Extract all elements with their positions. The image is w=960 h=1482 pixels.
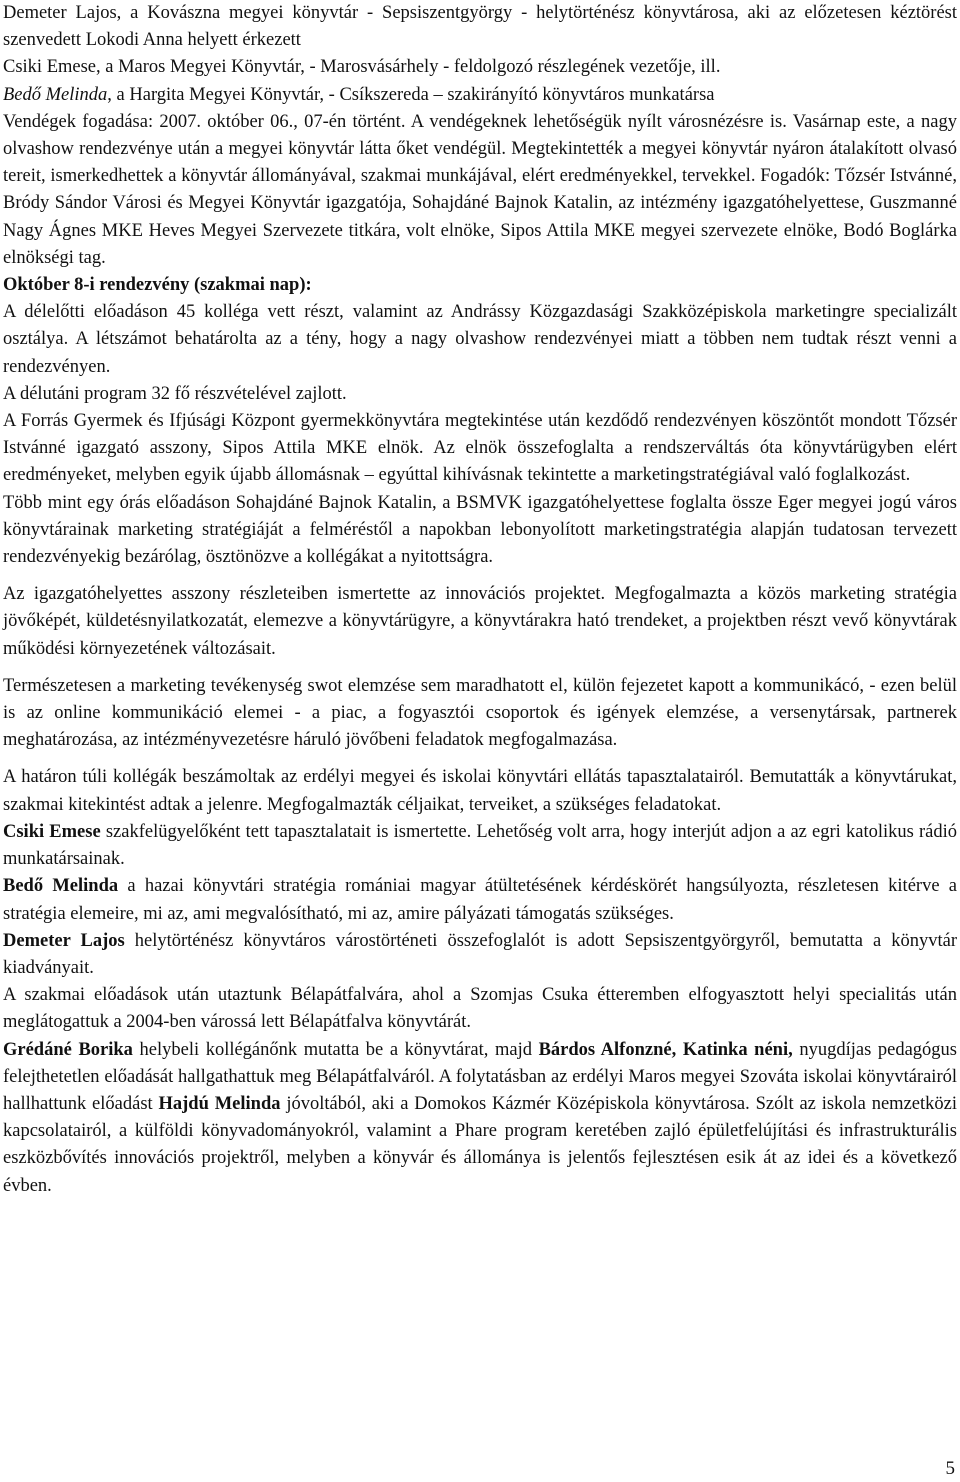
document-page bbox=[3, 0, 957, 1200]
page-number: 5 bbox=[945, 1458, 955, 1479]
paragraph-demeter-lajos bbox=[3, 928, 957, 982]
paragraph-library-visit bbox=[3, 1037, 957, 1200]
person-name: Demeter Lajos bbox=[3, 930, 125, 951]
paragraph-guest-reception: Vendégek fogadása: 2007. október 06., 07-én történt. A vendégeknek lehetőségük nyílt városnézésre is. Vasárnap este, a nagy olvashow rendezvénye után a megyei könyvtár látta őket vendégül. Megtekintették a megyei könyvtár nyáron átalakított olvasó tereit, ismerkedhettek a könyvtár állományával, szakmai munkájával, elért eredményekkel, tervekkel. Fogadók: Tőzsér Istvánné, Bródy Sándor Városi és Megyei Könyvtár igazgatója, Sohajdáné Bajnok Katalin, az intézmény igazgatóhelyettese, Guszmanné Nagy Ágnes MKE Heves Megyei Szervezete titkára, volt elnöke, Sipos Attila MKE megyei szervezete elnöke, Bodó Boglárka elnökségi tag. bbox=[3, 111, 957, 268]
person-name: Csiki Emese bbox=[3, 821, 101, 842]
paragraph-marketing-lecture: Több mint egy órás előadáson Sohajdáné Bajnok Katalin, a BSMVK igazgatóhelyettese foglalta össze Eger megyei jogú város könyvtárainak marketing stratégiáját a felméréstől a napokban lebonyolított marketingstratégia alapján tudatosan tervezett rendezvényekig bezárólag, ösztönözve a kollégákat a nyitottságra. bbox=[3, 492, 957, 568]
intro-line-bedo bbox=[3, 82, 957, 109]
person-name: Bedő Melinda bbox=[3, 84, 108, 105]
person-name: Grédáné Borika bbox=[3, 1039, 133, 1060]
paragraph-text: helytörténész könyvtáros várostörténeti összefoglalót is adott Sepsiszentgyörgyről, bemutatta a könyvtár kiadványait. bbox=[3, 930, 957, 978]
paragraph-innovation-project: Az igazgatóhelyettes asszony részleteiben ismertette az innovációs projektet. Megfogalmazta a közös marketing stratégia jövőképét, küldetésnyilatkozatát, elemezve a könyvtárügyre, a könyvtárakra ható trendeket, a projektben részt vevő könyvtárak működési környezetének változásait. bbox=[3, 584, 957, 659]
paragraph-morning-lecture: A délelőtti előadáson 45 kolléga vett részt, valamint az Andrássy Közgazdasági Szakközépiskola marketingre specializált osztálya. A létszámot behatárolta az a tény, hogy a nagy olvashow rendezvényei miatt a többen nem tudtak részt venni a rendezvényen. bbox=[3, 302, 957, 377]
section-heading bbox=[3, 272, 957, 299]
paragraph-afternoon-program: A délutáni program 32 fő részvételével zajlott. bbox=[3, 383, 347, 404]
heading-text: Október 8-i rendezvény (szakmai nap): bbox=[3, 275, 312, 296]
intro-line-text: , a Hargita Megyei Könyvtár, - Csíkszereda – szakirányító könyvtáros munkatársa bbox=[107, 84, 715, 105]
paragraph-swot-analysis: Természetesen a marketing tevékenység swot elemzése sem maradhatott el, külön fejezetet kapott a kommunikácó, - ezen belül is az online kommunikáció elemei - a piac, a fogyasztói csoportok és igények elemzése, a versenytársak, partnerek meghatározása, az intézményvezetésre háruló jövőbeni feladatok megfogalmazása. bbox=[3, 675, 957, 751]
paragraph-bedo-melinda bbox=[3, 873, 957, 927]
paragraph-belapatfalva-trip: A szakmai előadások után utaztunk Bélapátfalvára, ahol a Szomjas Csuka étteremben elfogyasztott helyi specialitás után meglátogattuk a 2004-ben várossá lett Bélapátfalva könyvtárát. bbox=[3, 985, 957, 1033]
paragraph-text: szakfelügyelőként tett tapasztalatait is ismertette. Lehetőség volt arra, hogy interjút adjon a az egri katolikus rádió munkatársainak. bbox=[3, 821, 957, 870]
intro-paragraph-demeter: Demeter Lajos, a Kovászna megyei könyvtár - Sepsiszentgyörgy - helytörténész könyvtárosa, aki az előzetesen kéztörést szenvedett Lokodi Anna helyett érkezett bbox=[3, 3, 957, 51]
paragraph-text: nyugdíjas pedagógus felejthetetlen előadását hallgathattuk meg Bélapátfalváról. A folytatásban az erdélyi Maros megyei Szováta iskolai könyvtárairól hallhattunk előadást bbox=[3, 1039, 957, 1114]
intro-line-csiki: Csiki Emese, a Maros Megyei Könyvtár, - Marosvásárhely - feldolgozó részlegének vezetője, ill. bbox=[3, 57, 721, 78]
paragraph-text: a hazai könyvtári stratégia romániai magyar átültetésének kérdéskörét hangsúlyozta, részletesen kitérve a stratégia elemeire, mi az, ami megvalósítható, mi az, amire pályázati támogatás szükséges. bbox=[3, 876, 957, 924]
person-name: Bárdos Alfonzné, Katinka néni, bbox=[538, 1039, 793, 1060]
paragraph-welcome-speech: A Forrás Gyermek és Ifjúsági Központ gyermekkönyvtára megtekintése után kezdődő rendezvényen köszöntőt mondott Tőzsér Istvánné igazgató asszony, Sipos Attila MKE elnök. Az elnök összefoglalta a rendszerváltás óta könyvtárügyben elért eredményeket, melyben egyik újabb állomásnak – egyúttal kihívásnak tekintette a marketingstratégiával való foglalkozást. bbox=[3, 411, 957, 486]
paragraph-text: jóvoltából, aki a Domokos Kázmér Középiskola könyvtárosa. Szólt az iskola nemzetközi kapcsolatairól, a külföldi könyvadományokról, valamint a Phare program keretében zajló épületfelújítási és infrastrukturális eszközbővítés innovációs projektről, melyben a könyvár és állománya is jelentős fejlesztésen esik át az idei és a következő évben. bbox=[3, 1093, 957, 1196]
paragraph-text: helybeli kollégánőnk mutatta be a könyvtárat, majd bbox=[132, 1039, 539, 1060]
person-name: Bedő Melinda bbox=[3, 876, 119, 897]
paragraph-csiki-emese bbox=[3, 819, 957, 873]
paragraph-cross-border-colleagues: A határon túli kollégák beszámoltak az erdélyi megyei és iskolai könyvtári ellátás tapasztalatairól. Bemutatták a könyvtárukat, szakmai kitekintést adtak a jelenre. Megfogalmazták céljaikat, terveiket, a szükséges feladatokat. bbox=[3, 767, 957, 815]
person-name: Hajdú Melinda bbox=[158, 1093, 281, 1114]
